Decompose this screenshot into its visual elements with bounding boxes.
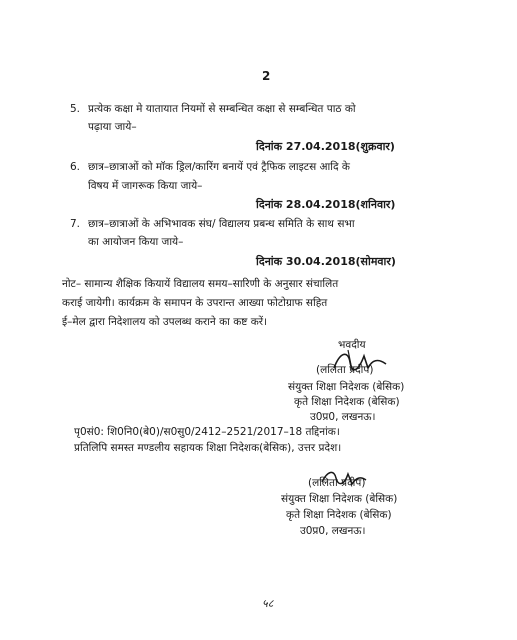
- copy-line: प्रतिलिपि समस्त मण्डलीय सहायक शिक्षा निदेशक(बेसिक), उत्तर प्रदेश।: [74, 442, 342, 454]
- signatory-2-name: (ललिता प्रदीप): [308, 477, 366, 489]
- signatory-1-designation: संयुक्त शिक्षा निदेशक (बेसिक): [288, 381, 405, 393]
- item-5-number: 5.: [70, 103, 81, 115]
- signatory-2-designation: संयुक्त शिक्षा निदेशक (बेसिक): [281, 493, 398, 505]
- note-line-3: ई–मेल द्वारा निदेशालय को उपलब्ध कराने का कष्ट करें।: [62, 316, 268, 328]
- signatory-1-place: उ0प्र0, लखनऊ।: [310, 411, 376, 423]
- signatory-1-designation-2: कृते शिक्षा निदेशक (बेसिक): [294, 396, 400, 408]
- note-line-1: नोट– सामान्य शैक्षिक कियायें विद्यालय समय–सारिणी के अनुसार संचालित: [62, 278, 339, 290]
- item-6-line-2: विषय में जागरूक किया जाये–: [88, 180, 203, 192]
- item-7-number: 7.: [70, 218, 81, 230]
- signatory-2-place: उ0प्र0, लखनऊ।: [300, 525, 366, 537]
- item-5-line-2: पढ़ाया जाये–: [88, 121, 137, 133]
- item-7-line-1: छात्र–छात्राओं के अभिभावक संघ/ विद्यालय प्रबन्ध समिति के साथ सभा: [88, 218, 355, 230]
- item-6-line-1: छात्र–छात्राओं को मॉक ड्रिल/कारिंग बनायें एवं ट्रैफिक लाइटस आदि के: [88, 161, 350, 173]
- reference-line: पृ0सं0: शि0नि0(बे0)/स0सु0/2412–2521/2017–18 तद्दिनांक।: [74, 426, 340, 438]
- closing-text: भवदीय: [338, 339, 366, 351]
- signatory-2-designation-2: कृते शिक्षा निदेशक (बेसिक): [286, 509, 392, 521]
- item-7-date: दिनांक 30.04.2018(सोमवार): [256, 255, 396, 268]
- item-6-number: 6.: [70, 161, 81, 173]
- item-6-date: दिनांक 28.04.2018(शनिवार): [256, 198, 396, 211]
- handwritten-page-mark: ५८: [262, 597, 274, 610]
- note-line-2: कराई जायेगी। कार्यक्रम के समापन के उपरान्त आख्या फोटोग्राफ सहित: [62, 297, 328, 309]
- item-5-date: दिनांक 27.04.2018(शुक्रवार): [256, 140, 395, 153]
- item-5-line-1: प्रत्येक कक्षा मे यातायात नियमों से सम्बन्धित कक्षा से सम्बन्धित पाठ को: [88, 103, 356, 115]
- page-number: 2: [262, 69, 271, 83]
- signatory-1-name: (ललिता प्रदीप): [316, 364, 374, 376]
- item-7-line-2: का आयोजन किया जाये–: [88, 236, 184, 248]
